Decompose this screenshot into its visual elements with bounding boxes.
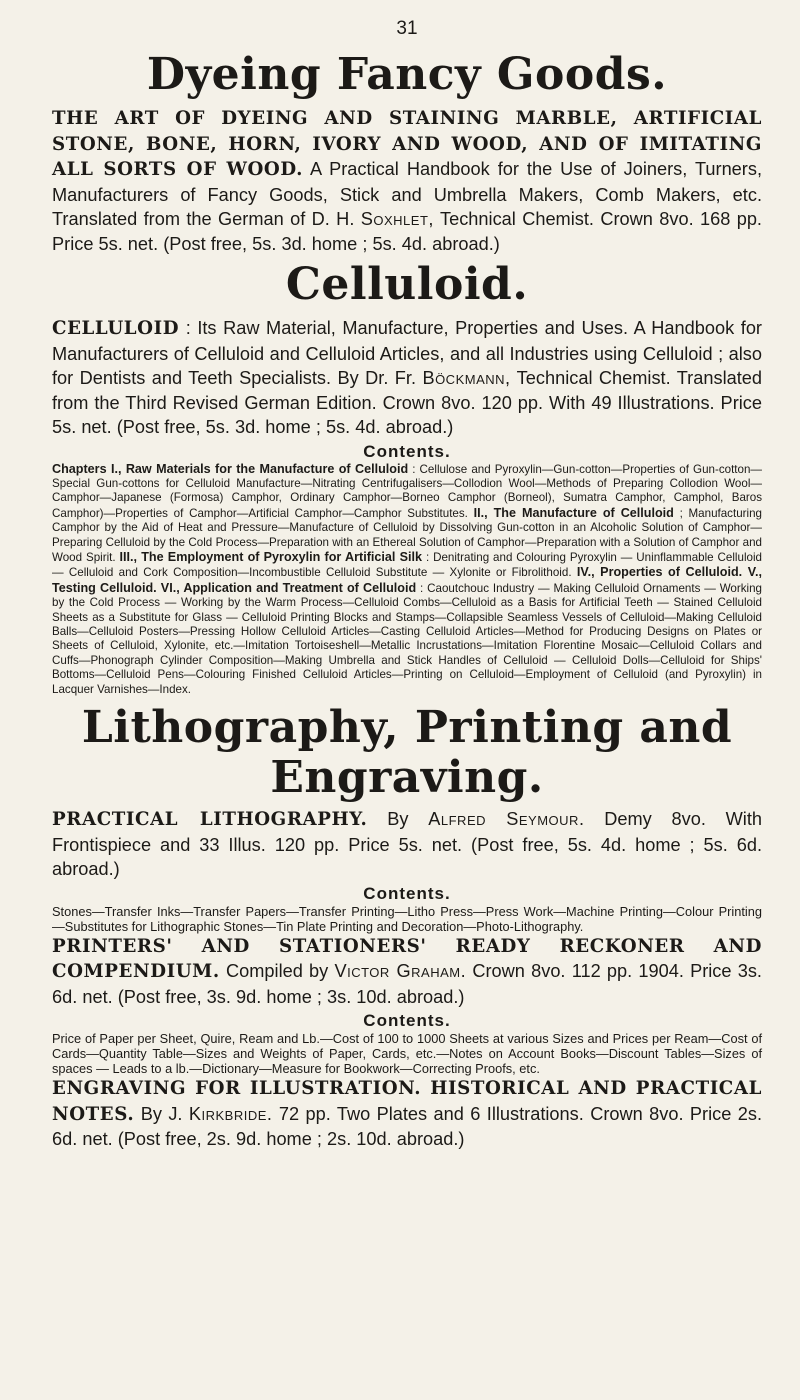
book-description: By: [387, 809, 409, 829]
section-heading-celluloid: Celluloid.: [285, 259, 529, 310]
book-author: Soxhlet,: [360, 209, 434, 229]
book-title: PRACTICAL LITHOGRAPHY.: [52, 809, 368, 830]
section-heading-lithography-cont: Engraving.: [270, 752, 544, 803]
book-details: 72 pp. Two Plates and 6 Illustrations. Crown 8vo. Price 2s. 6d. net. (Post free, 2s. 9d. home ; 2s. 10d. abroad.): [52, 1103, 763, 1149]
book-title: CELLULOID: [52, 318, 180, 339]
contents-heading: Contents.: [363, 1011, 451, 1030]
contents-list-reckoner: Price of Paper per Sheet, Quire, Ream and Lb.—Cost of 100 to 1000 Sheets at various Sizes and Prices per Ream—Cost of Cards—Quantity Table—Sizes and Weights of Paper, Cards, etc.—Notes on Account Books—Discount Tables—Sizes of spaces — Leads to a lb.—Dictionary—Measure for Bookwork—Correcting Proofs, etc.: [52, 1031, 762, 1076]
book-details: Technical Chemist. Translated from the Third Revised German Edition. Crown 8vo. 120 pp. With 49 Illustrations. Price 5s. net. (Post free, 5s. 3d. home ; 5s. 4d. abroad.): [52, 368, 763, 437]
book-description: : Its Raw Material, Manufacture, Properties and Uses. A Handbook for Manufacturers of Celluloid and Celluloid Articles, and all Industries using Celluloid ; also for Dentists and Teeth Specialists. By Dr. Fr.: [52, 318, 762, 388]
book-author: Kirkbride.: [188, 1103, 273, 1124]
book-entry-celluloid: [52, 316, 762, 440]
book-title: ENGRAVING FOR ILLUSTRATION. HISTORICAL AND PRACTICAL NOTES.: [52, 1078, 762, 1125]
chapter-text: : Denitrating and Colouring Pyroxylin — Uninflammable Celluloid — Celluloid and Cork Composition—Incombustible Celluloid Substitute — Xylonite or Fibrolithoid.: [52, 550, 762, 580]
book-entry-reckoner: [52, 934, 762, 1010]
contents-heading: Contents.: [363, 883, 451, 903]
book-author: Alfred Seymour.: [428, 809, 585, 829]
book-title: THE ART OF DYEING AND STAINING MARBLE, ARTIFICIAL STONE, BONE, HORN, IVORY AND WOOD, AND OF IMITATING ALL SORTS OF WOOD.: [52, 108, 762, 180]
contents-heading: Contents.: [363, 441, 451, 461]
book-entry-lithography: [52, 807, 762, 882]
book-details: Technical Chemist. Crown 8vo. 168 pp. Price 5s. net. (Post free, 5s. 3d. home ; 5s. 4d. abroad.): [52, 209, 762, 254]
contents-list-lithography: Stones—Transfer Inks—Transfer Papers—Transfer Printing—Litho Press—Press Work—Machine Printing—Colour Printing—Substitutes for Lithographic Stones—Tin Plate Printing and Decoration—Photo-Lithography.: [52, 903, 762, 934]
book-entry-dyeing: [52, 106, 762, 256]
book-description: A Practical Handbook for the Use of Joiners, Turners, Manufacturers of Fancy Goods, Stick and Umbrella Makers, Comb Makers, etc. Translated from the German of D. H.: [52, 159, 762, 229]
chapter-heading: Chapters I., Raw Materials for the Manufacture of Celluloid: [52, 461, 409, 476]
book-entry-engraving: [52, 1076, 762, 1152]
chapter-text: ; Manufacturing Camphor by the Aid of Heat and Pressure—Manufacture of Celluloid by Dissolving Gun-cotton in an Alcoholic Solution of Camphor—Preparing Celluloid by the Cold Process—Preparation with an Ethereal Solution of Camphor—Preparation with a Solution of Camphor and Wood Spirit.: [52, 506, 762, 564]
book-author: Böckmann,: [422, 368, 511, 388]
catalogue-page: [52, 18, 762, 1152]
page-number: 31: [396, 18, 418, 39]
book-details: Crown 8vo. 112 pp. 1904. Price 3s. 6d. net. (Post free, 3s. 9d. home ; 3s. 10d. abroad.): [52, 961, 762, 1007]
section-heading-lithography: Lithography, Printing and: [81, 702, 733, 753]
chapter-heading: IV., Properties of Celluloid. V., Testing Celluloid. VI., Application and Treatment of Celluloid: [52, 565, 762, 595]
book-description: By J.: [140, 1103, 183, 1124]
book-description: Compiled by: [226, 961, 329, 981]
book-author: Victor Graham.: [334, 961, 467, 981]
chapter-text: : Caoutchouc Industry — Making Celluloid Ornaments — Working by the Cold Process — Working by the Warm Process—Celluloid Combs—Celluloid as a Basis for Artificial Teeth — Stained Celluloid Sheets as a Substitute for Glass — Celluloid Printing Blocks and Stamps—Collapsible Seamless Vessels of Celluloid—Making Celluloid Balls—Celluloid Posters—Pressing Hollow Celluloid Articles—Casting Celluloid Articles—Method for Producing Designs on Plates or Sheets of Celluloid, Xylonite, etc.—Imitation Tortoiseshell—Metallic Incrustations—Imitation Florentine Mosaic—Celluloid Collars and Cuffs—Phonograph Cylinder Composition—Making Umbrella and Stick Handles of Celluloid — Celluloid Dolls—Celluloid for Ships' Bottoms—Celluloid Pens—Colouring Finished Celluloid Articles—Printing on Celluloid—Employment of Celluloid (and Pyroxylin) in Lacquer Varnishes—Index.: [52, 581, 763, 696]
section-heading-dyeing: Dyeing Fancy Goods.: [146, 49, 668, 100]
chapter-heading: II., The Manufacture of Celluloid: [473, 505, 674, 520]
chapter-text: : Cellulose and Pyroxylin—Gun-cotton—Properties of Gun-cotton—Special Gun-cottons for Celluloid Manufacture—Nitrating Centrifugalisers—Collodion Wool—Methods of Preparing Collodion Wool—Camphor—Japanese (Formosa) Camphor, Ordinary Camphor—Borneo Camphor (Borneol), Sumatra Camphor, Camphol, Baros Camphor)—Properties of Camphor—Artificial Camphor—Camphor Substitutes.: [52, 462, 762, 520]
book-details: Demy 8vo. With Frontispiece and 33 Illus. 120 pp. Price 5s. net. (Post free, 5s. 4d. home ; 5s. 6d. abroad.): [52, 809, 763, 879]
book-title: PRINTERS' AND STATIONERS' READY RECKONER AND COMPENDIUM.: [52, 935, 762, 982]
chapter-heading: III., The Employment of Pyroxylin for Artificial Silk: [119, 549, 423, 564]
contents-list-celluloid: [52, 462, 762, 698]
